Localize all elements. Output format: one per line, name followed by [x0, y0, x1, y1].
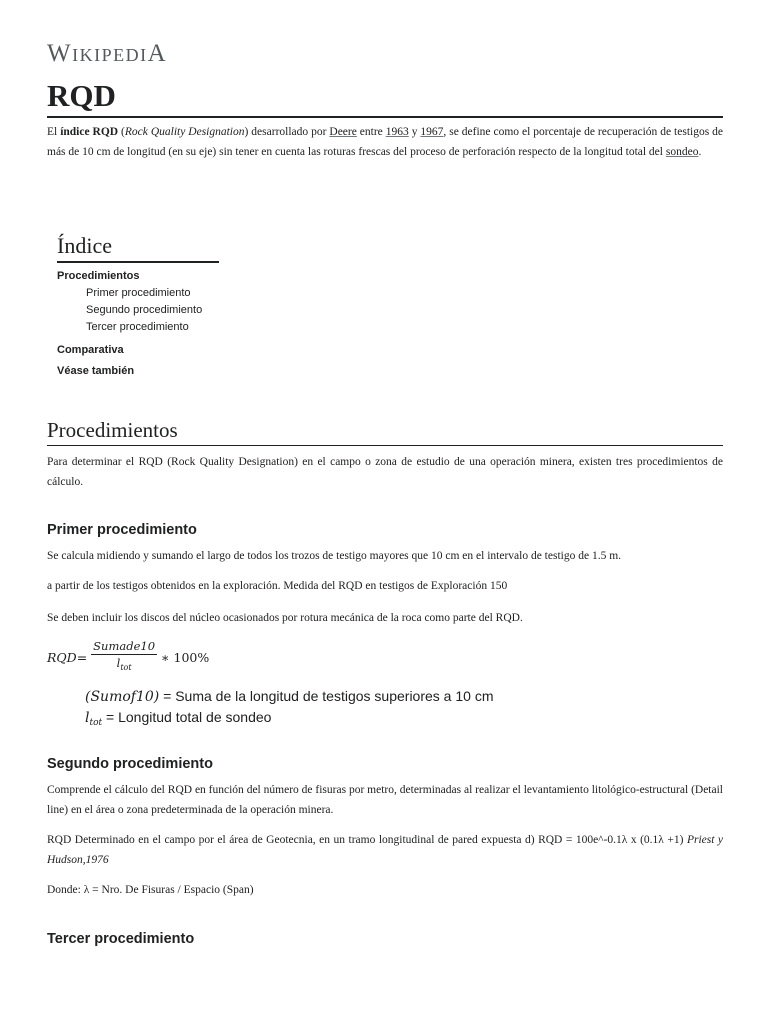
heading-tercer-procedimiento: Tercer procedimiento: [47, 931, 195, 947]
link-deere[interactable]: Deere: [329, 126, 357, 138]
citation-priest-hudson: Priest y Hudson,1976: [47, 834, 724, 866]
intro-italic-term: Rock Quality Designation: [124, 126, 245, 138]
formula-numerator: Sumade10: [93, 639, 156, 653]
formula-lhs: RQD: [47, 649, 77, 665]
heading-primer-procedimiento: Primer procedimiento: [47, 522, 197, 538]
heading-procedimientos: Procedimientos: [47, 416, 723, 446]
formula-fraction: [91, 638, 157, 676]
toc-item-segundo-procedimiento[interactable]: Segundo procedimiento: [86, 304, 203, 316]
logo-initial: W: [47, 40, 73, 67]
toc-title: Índice: [57, 232, 219, 263]
toc-item-vease-tambien[interactable]: Véase también: [57, 365, 135, 377]
link-sondeo[interactable]: sondeo: [665, 145, 699, 158]
intro-bold-term: índice RQD: [60, 126, 119, 138]
formula-definitions: [85, 686, 493, 733]
table-of-contents: [57, 232, 257, 380]
page-title: RQD: [47, 78, 723, 118]
primer-paragraph-1: Se calcula midiendo y sumando el largo de todos los trozos de testigo mayores que 10 cm en el intervalo de testigo de 1.5 m.: [47, 550, 622, 562]
heading-segundo-procedimiento: Segundo procedimiento: [47, 756, 213, 772]
segundo-paragraph-1: Comprende el cálculo del RQD en función del número de fisuras por metro, determinadas al realizar el levantamiento litológico-estructural (Detail line) en el área o zona predeterminada de la operación minera.: [47, 784, 723, 816]
formula-rhs: ∗ 100%: [161, 649, 210, 665]
link-1967[interactable]: 1967: [420, 126, 444, 138]
segundo-paragraph-2: RQD Determinado en el campo por el área de Geotecnia, en un tramo longitudinal de pared expuesta d) RQD = 100e^-0.1λ x (0.1λ +1) Priest y Hudson,1976: [47, 834, 724, 866]
toc-item-tercer-procedimiento[interactable]: Tercer procedimiento: [86, 321, 189, 333]
procedimientos-paragraph: Para determinar el RQD (Rock Quality Designation) en el campo o zona de estudio de una operación minera, existen tres procedimientos de cálculo.: [47, 456, 723, 488]
logo-final: A: [147, 40, 168, 67]
segundo-paragraph-3: Donde: λ = Nro. De Fisuras / Espacio (Span): [47, 884, 254, 896]
toc-item-comparativa[interactable]: Comparativa: [57, 344, 124, 356]
formula-equals: =: [76, 649, 88, 665]
definition-l-tot: $l_{tot}$ = Longitud total de sondeo: [85, 709, 272, 728]
intro-paragraph: El índice RQD (Rock Quality Designation) desarrollado por Deere entre 1963 y 1967, se define como el porcentaje de recuperación de testigos de más de 10 cm de longitud (en su eje) sin tener en cuenta las roturas frescas del proceso de perforación respecto de la longitud total del sondeo.: [47, 126, 723, 158]
wikipedia-logo[interactable]: [47, 40, 167, 68]
logo-middle: IKIPEDI: [72, 45, 148, 65]
link-1963[interactable]: 1963: [385, 126, 409, 138]
definition-sum-of-10: (Sumof10) = Suma de la longitud de testigos superiores a 10 cm: [85, 688, 494, 705]
primer-paragraph-2: a partir de los testigos obtenidos en la exploración. Medida del RQD en testigos de Exploración 150: [47, 580, 508, 592]
formula-denominator: $l_{tot}$: [116, 656, 132, 672]
toc-item-primer-procedimiento[interactable]: Primer procedimiento: [86, 287, 191, 299]
rqd-formula: [47, 638, 209, 676]
primer-paragraph-3: Se deben incluir los discos del núcleo ocasionados por rotura mecánica de la roca como parte del RQD.: [47, 612, 523, 624]
toc-item-procedimientos[interactable]: Procedimientos: [57, 270, 140, 282]
